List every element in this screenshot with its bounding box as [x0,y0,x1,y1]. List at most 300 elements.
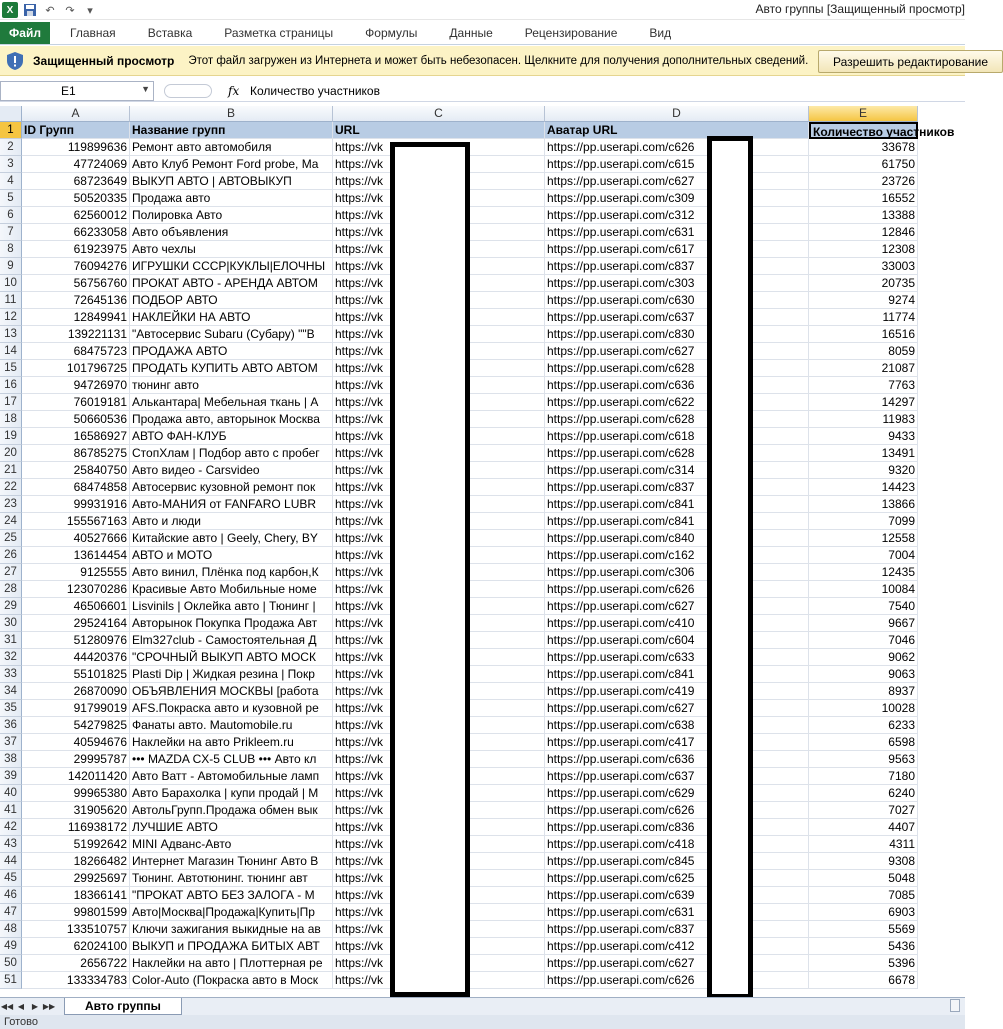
function-icon[interactable]: fx [228,84,240,98]
cell-name[interactable]: Тюнинг. Автотюнинг. тюнинг авт [130,870,333,887]
cell-url[interactable]: https://vk [333,819,545,836]
cell-count[interactable]: 4407 [809,819,918,836]
cell-id[interactable]: 133334783 [22,972,130,989]
cell-id[interactable]: 44420376 [22,649,130,666]
cell-url[interactable]: https://vk [333,887,545,904]
cell-name[interactable]: СтопХлам | Подбор авто с пробег [130,445,333,462]
cell-id[interactable]: 9125555 [22,564,130,581]
cell-count[interactable]: 7099 [809,513,918,530]
cell-id[interactable]: 94726970 [22,377,130,394]
cell-count[interactable]: 9274 [809,292,918,309]
row-header[interactable]: 51 [0,972,22,989]
row-header[interactable]: 23 [0,496,22,513]
cell-avatar[interactable]: https://pp.userapi.com/c637 [545,309,809,326]
cell-url[interactable]: https://vk [333,666,545,683]
cell-avatar[interactable]: https://pp.userapi.com/c412 [545,938,809,955]
cell-count[interactable]: 7027 [809,802,918,819]
row-header[interactable]: 41 [0,802,22,819]
cell-id[interactable]: 40527666 [22,530,130,547]
cell-url[interactable]: https://vk [333,700,545,717]
last-sheet-icon[interactable]: ▶▶ [42,1002,56,1011]
row-header[interactable]: 21 [0,462,22,479]
row-header[interactable]: 47 [0,904,22,921]
cell-id[interactable]: 142011420 [22,768,130,785]
tab-review[interactable]: Рецензирование [524,25,618,40]
cell-name[interactable]: Китайские авто | Geely, Chery, BY [130,530,333,547]
row-header[interactable]: 46 [0,887,22,904]
row-header[interactable]: 9 [0,258,22,275]
cell-url[interactable]: https://vk [333,938,545,955]
cell-count[interactable]: 33003 [809,258,918,275]
row-header[interactable]: 10 [0,275,22,292]
cell-avatar[interactable]: https://pp.userapi.com/c622 [545,394,809,411]
cell-avatar[interactable]: https://pp.userapi.com/c626 [545,802,809,819]
column-header-a[interactable]: A [22,106,130,122]
cell-count[interactable]: 20735 [809,275,918,292]
cell-avatar[interactable]: https://pp.userapi.com/c628 [545,360,809,377]
first-sheet-icon[interactable]: ◀◀ [0,1002,14,1011]
enable-editing-button[interactable]: Разрешить редактирование [818,50,1003,73]
cell-url[interactable]: https://vk [333,190,545,207]
cell-name[interactable]: ОБЪЯВЛЕНИЯ МОСКВЫ [работа [130,683,333,700]
cell-count[interactable]: 5436 [809,938,918,955]
cell-name[interactable]: АВТО ФАН-КЛУБ [130,428,333,445]
tab-data[interactable]: Данные [449,25,493,40]
cell-id[interactable]: 62024100 [22,938,130,955]
cell-avatar[interactable]: https://pp.userapi.com/c162 [545,547,809,564]
cell-id[interactable]: 91799019 [22,700,130,717]
cell-url[interactable]: https://vk [333,547,545,564]
cell-avatar[interactable]: https://pp.userapi.com/c628 [545,411,809,428]
row-header[interactable]: 35 [0,700,22,717]
row-header[interactable]: 43 [0,836,22,853]
cell-url[interactable]: https://vk [333,632,545,649]
cell-url[interactable]: https://vk [333,683,545,700]
row-header[interactable]: 11 [0,292,22,309]
cell-avatar[interactable]: https://pp.userapi.com/c615 [545,156,809,173]
row-header[interactable]: 27 [0,564,22,581]
formula-input[interactable]: Количество участников [250,84,380,98]
cell-id[interactable]: 29524164 [22,615,130,632]
cell-count[interactable]: 5048 [809,870,918,887]
cell-avatar[interactable]: https://pp.userapi.com/c627 [545,700,809,717]
row-header[interactable]: 18 [0,411,22,428]
cell-url[interactable]: https://vk [333,156,545,173]
cell-name[interactable]: Наклейки на авто Prikleem.ru [130,734,333,751]
cell-url[interactable]: https://vk [333,955,545,972]
tab-file[interactable]: Файл [0,22,50,44]
cell-id[interactable]: 86785275 [22,445,130,462]
cell-name[interactable]: Elm327club - Самостоятельная Д [130,632,333,649]
cell-count[interactable]: 9667 [809,615,918,632]
column-header-c[interactable]: C [333,106,545,122]
row-header[interactable]: 36 [0,717,22,734]
cell-id[interactable]: 47724069 [22,156,130,173]
cell-count[interactable]: 16552 [809,190,918,207]
cell-url[interactable]: https://vk [333,802,545,819]
cell-count[interactable]: 33678 [809,139,918,156]
cell-name[interactable]: Фанаты авто. Mautomobile.ru [130,717,333,734]
row-header[interactable]: 40 [0,785,22,802]
cell-url[interactable]: https://vk [333,411,545,428]
cell-name[interactable]: Ремонт авто автомобиля [130,139,333,156]
row-header[interactable]: 2 [0,139,22,156]
row-header[interactable]: 45 [0,870,22,887]
cell-id[interactable]: 76094276 [22,258,130,275]
cell-id[interactable]: 40594676 [22,734,130,751]
cell-avatar[interactable]: https://pp.userapi.com/c617 [545,241,809,258]
tab-view[interactable]: Вид [649,25,672,40]
row-header[interactable]: 22 [0,479,22,496]
cell-id[interactable]: 16586927 [22,428,130,445]
cell-name[interactable]: ИГРУШКИ СССР|КУКЛЫ|ЕЛОЧНЫ [130,258,333,275]
cell-url[interactable]: https://vk [333,921,545,938]
cell-id[interactable]: 123070286 [22,581,130,598]
cell-count[interactable]: 13388 [809,207,918,224]
protected-view-message[interactable]: Этот файл загружен из Интернета и может быть небезопасен. Щелкните для получения дополнительных сведений. [188,54,809,67]
row-header[interactable]: 19 [0,428,22,445]
row-header[interactable]: 48 [0,921,22,938]
row-header[interactable]: 31 [0,632,22,649]
cell-name[interactable]: Lisvinils | Оклейка авто | Тюнинг | [130,598,333,615]
cell-id[interactable]: 56756760 [22,275,130,292]
cell-avatar[interactable]: https://pp.userapi.com/c312 [545,207,809,224]
tab-home[interactable]: Главная [70,25,116,40]
cell-url[interactable]: https://vk [333,853,545,870]
cell-avatar[interactable]: https://pp.userapi.com/c629 [545,785,809,802]
row-header[interactable]: 8 [0,241,22,258]
tab-page-layout[interactable]: Разметка страницы [224,25,334,40]
cell-url[interactable]: https://vk [333,564,545,581]
cell-avatar[interactable]: https://pp.userapi.com/c418 [545,836,809,853]
cell-count[interactable]: 8937 [809,683,918,700]
cell-id[interactable]: 99931916 [22,496,130,513]
cell-name[interactable]: Color-Auto (Покраска авто в Моск [130,972,333,989]
cell-name[interactable]: ПОДБОР АВТО [130,292,333,309]
cell-id[interactable]: 68475723 [22,343,130,360]
cell-name[interactable]: Алькантара| Мебельная ткань | А [130,394,333,411]
cell-name[interactable]: ПРОКАТ АВТО - АРЕНДА АВТОМ [130,275,333,292]
cell-url[interactable]: https://vk [333,836,545,853]
cell-url[interactable]: https://vk [333,479,545,496]
cell-url[interactable]: https://vk [333,275,545,292]
row-header[interactable]: 29 [0,598,22,615]
cell-name[interactable]: Интернет Магазин Тюнинг Авто В [130,853,333,870]
cell-avatar[interactable]: https://pp.userapi.com/c639 [545,887,809,904]
cell-url[interactable]: https://vk [333,581,545,598]
cell-name[interactable]: Авто видео - Carsvideo [130,462,333,479]
cell-name[interactable]: ••• MAZDA CX-5 CLUB ••• Авто кл [130,751,333,768]
header-cell[interactable]: Название групп [130,122,333,139]
cell-count[interactable]: 9063 [809,666,918,683]
cell-count[interactable]: 6240 [809,785,918,802]
cell-avatar[interactable]: https://pp.userapi.com/c627 [545,955,809,972]
cell-avatar[interactable]: https://pp.userapi.com/c419 [545,683,809,700]
cell-avatar[interactable]: https://pp.userapi.com/c837 [545,921,809,938]
cell-id[interactable]: 29995787 [22,751,130,768]
row-header[interactable]: 1 [0,122,22,139]
cell-id[interactable]: 99965380 [22,785,130,802]
cell-name[interactable]: Автосервис кузовной ремонт пок [130,479,333,496]
cell-url[interactable]: https://vk [333,496,545,513]
next-sheet-icon[interactable]: ▶ [31,1002,39,1011]
cell-avatar[interactable]: https://pp.userapi.com/c830 [545,326,809,343]
cell-id[interactable]: 155567163 [22,513,130,530]
cell-count[interactable]: 10084 [809,581,918,598]
cell-avatar[interactable]: https://pp.userapi.com/c417 [545,734,809,751]
cell-url[interactable]: https://vk [333,615,545,632]
cell-count[interactable]: 10028 [809,700,918,717]
row-header[interactable]: 30 [0,615,22,632]
cell-count[interactable]: 12435 [809,564,918,581]
cell-id[interactable]: 18366141 [22,887,130,904]
cell-count[interactable]: 9563 [809,751,918,768]
cell-avatar[interactable]: https://pp.userapi.com/c836 [545,819,809,836]
cell-url[interactable]: https://vk [333,530,545,547]
cell-count[interactable]: 16516 [809,326,918,343]
row-header[interactable]: 12 [0,309,22,326]
cell-url[interactable]: https://vk [333,768,545,785]
cell-id[interactable]: 51280976 [22,632,130,649]
cell-count[interactable]: 61750 [809,156,918,173]
cell-count[interactable]: 6233 [809,717,918,734]
cell-count[interactable]: 14297 [809,394,918,411]
cell-count[interactable]: 21087 [809,360,918,377]
cell-count[interactable]: 12558 [809,530,918,547]
row-header[interactable]: 6 [0,207,22,224]
cell-id[interactable]: 76019181 [22,394,130,411]
cell-url[interactable]: https://vk [333,139,545,156]
cell-count[interactable]: 6598 [809,734,918,751]
cell-id[interactable]: 133510757 [22,921,130,938]
row-header[interactable]: 32 [0,649,22,666]
cell-url[interactable]: https://vk [333,734,545,751]
cell-url[interactable]: https://vk [333,751,545,768]
cell-avatar[interactable]: https://pp.userapi.com/c626 [545,972,809,989]
cell-name[interactable]: Авто объявления [130,224,333,241]
row-header[interactable]: 25 [0,530,22,547]
cell-count[interactable]: 9320 [809,462,918,479]
cell-avatar[interactable]: https://pp.userapi.com/c841 [545,496,809,513]
cell-url[interactable]: https://vk [333,717,545,734]
row-header[interactable]: 50 [0,955,22,972]
row-header[interactable]: 33 [0,666,22,683]
header-cell[interactable]: URL [333,122,545,139]
cell-id[interactable]: 62560012 [22,207,130,224]
cell-url[interactable]: https://vk [333,428,545,445]
cell-name[interactable]: тюнинг авто [130,377,333,394]
cell-count[interactable]: 7540 [809,598,918,615]
column-header-b[interactable]: B [130,106,333,122]
cell-id[interactable]: 13614454 [22,547,130,564]
cell-avatar[interactable]: https://pp.userapi.com/c631 [545,224,809,241]
cell-name[interactable]: Авто чехлы [130,241,333,258]
cell-name[interactable]: Plasti Dip | Жидкая резина | Покр [130,666,333,683]
cell-name[interactable]: Полировка Авто [130,207,333,224]
cell-url[interactable]: https://vk [333,207,545,224]
cell-name[interactable]: Авто Барахолка | купи продай | М [130,785,333,802]
cell-id[interactable]: 12849941 [22,309,130,326]
row-header[interactable]: 14 [0,343,22,360]
cell-avatar[interactable]: https://pp.userapi.com/c306 [545,564,809,581]
cell-name[interactable]: MINI Адванс-Авто [130,836,333,853]
cell-id[interactable]: 116938172 [22,819,130,836]
cell-url[interactable]: https://vk [333,598,545,615]
cell-avatar[interactable]: https://pp.userapi.com/c618 [545,428,809,445]
cell-id[interactable]: 66233058 [22,224,130,241]
cell-id[interactable]: 61923975 [22,241,130,258]
cell-avatar[interactable]: https://pp.userapi.com/c303 [545,275,809,292]
cell-id[interactable]: 50660536 [22,411,130,428]
column-header-d[interactable]: D [545,106,809,122]
cell-avatar[interactable]: https://pp.userapi.com/c841 [545,513,809,530]
cell-url[interactable]: https://vk [333,343,545,360]
cell-name[interactable]: Наклейки на авто | Плоттерная ре [130,955,333,972]
row-header[interactable]: 15 [0,360,22,377]
cell-url[interactable]: https://vk [333,224,545,241]
cell-url[interactable]: https://vk [333,445,545,462]
cell-url[interactable]: https://vk [333,173,545,190]
header-cell[interactable]: ID Групп [22,122,130,139]
name-box[interactable] [0,81,154,101]
tab-insert[interactable]: Вставка [147,25,193,40]
cell-id[interactable]: 119899636 [22,139,130,156]
row-header[interactable]: 4 [0,173,22,190]
cell-id[interactable]: 72645136 [22,292,130,309]
prev-sheet-icon[interactable]: ◀ [17,1002,25,1011]
cell-name[interactable]: Авторынок Покупка Продажа Авт [130,615,333,632]
cell-count[interactable]: 8059 [809,343,918,360]
cell-name[interactable]: Продажа авто [130,190,333,207]
select-all-corner[interactable] [0,106,22,122]
cell-name[interactable]: ПРОДАТЬ КУПИТЬ АВТО АВТОМ [130,360,333,377]
cell-name[interactable]: AFS.Покраска авто и кузовной ре [130,700,333,717]
cell-avatar[interactable]: https://pp.userapi.com/c845 [545,853,809,870]
cell-id[interactable]: 18266482 [22,853,130,870]
cell-name[interactable]: Ключи зажигания выкидные на ав [130,921,333,938]
cell-name[interactable]: "ПРОКАТ АВТО БЕЗ ЗАЛОГА - М [130,887,333,904]
cell-url[interactable]: https://vk [333,972,545,989]
cell-avatar[interactable]: https://pp.userapi.com/c625 [545,870,809,887]
cell-count[interactable]: 7046 [809,632,918,649]
header-cell[interactable]: Количество участников [809,122,918,139]
cell-count[interactable]: 7180 [809,768,918,785]
cell-name[interactable]: Красивые Авто Мобильные номе [130,581,333,598]
cell-name[interactable]: Авто-МАНИЯ от FANFARO LUBR [130,496,333,513]
cell-avatar[interactable]: https://pp.userapi.com/c840 [545,530,809,547]
cell-count[interactable]: 14423 [809,479,918,496]
cell-count[interactable]: 12846 [809,224,918,241]
cell-id[interactable]: 68474858 [22,479,130,496]
row-header[interactable]: 42 [0,819,22,836]
tab-formulas[interactable]: Формулы [365,25,418,40]
cell-id[interactable]: 31905620 [22,802,130,819]
cell-url[interactable]: https://vk [333,394,545,411]
cell-id[interactable]: 26870090 [22,683,130,700]
cell-count[interactable]: 9433 [809,428,918,445]
save-icon[interactable] [22,2,38,18]
cell-id[interactable]: 55101825 [22,666,130,683]
cell-url[interactable]: https://vk [333,241,545,258]
row-header[interactable]: 17 [0,394,22,411]
cell-url[interactable]: https://vk [333,870,545,887]
column-header-e[interactable]: E [809,106,918,122]
row-header[interactable]: 28 [0,581,22,598]
cell-url[interactable]: https://vk [333,649,545,666]
cell-count[interactable]: 9308 [809,853,918,870]
cell-avatar[interactable]: https://pp.userapi.com/c627 [545,598,809,615]
cell-name[interactable]: ПРОДАЖА АВТО [130,343,333,360]
cell-name[interactable]: ВЫКУП и ПРОДАЖА БИТЫХ АВТ [130,938,333,955]
cell-avatar[interactable]: https://pp.userapi.com/c626 [545,139,809,156]
cell-avatar[interactable]: https://pp.userapi.com/c837 [545,258,809,275]
redo-icon[interactable]: ↷ [65,4,75,17]
cell-count[interactable]: 7004 [809,547,918,564]
row-header[interactable]: 26 [0,547,22,564]
cell-count[interactable]: 5396 [809,955,918,972]
customize-toolbar-icon[interactable]: ▾ [87,4,93,17]
row-header[interactable]: 38 [0,751,22,768]
cell-avatar[interactable]: https://pp.userapi.com/c631 [545,904,809,921]
cell-url[interactable]: https://vk [333,785,545,802]
row-header[interactable]: 49 [0,938,22,955]
row-header[interactable]: 16 [0,377,22,394]
cell-url[interactable]: https://vk [333,258,545,275]
cell-avatar[interactable]: https://pp.userapi.com/c636 [545,377,809,394]
row-header[interactable]: 20 [0,445,22,462]
cell-count[interactable]: 9062 [809,649,918,666]
cell-name[interactable]: ЛУЧШИЕ АВТО [130,819,333,836]
cell-id[interactable]: 51992642 [22,836,130,853]
cell-count[interactable]: 23726 [809,173,918,190]
cell-count[interactable]: 13491 [809,445,918,462]
cell-id[interactable]: 46506601 [22,598,130,615]
row-header[interactable]: 34 [0,683,22,700]
cell-url[interactable]: https://vk [333,292,545,309]
cell-avatar[interactable]: https://pp.userapi.com/c410 [545,615,809,632]
cell-avatar[interactable]: https://pp.userapi.com/c626 [545,581,809,598]
cell-avatar[interactable]: https://pp.userapi.com/c630 [545,292,809,309]
cell-name[interactable]: Авто|Москва|Продажа|Купить|Пр [130,904,333,921]
cell-name[interactable]: "Автосервис Subaru (Субару) ""В [130,326,333,343]
cell-url[interactable]: https://vk [333,309,545,326]
cell-url[interactable]: https://vk [333,904,545,921]
cell-count[interactable]: 11774 [809,309,918,326]
cell-count[interactable]: 5569 [809,921,918,938]
cell-avatar[interactable]: https://pp.userapi.com/c636 [545,751,809,768]
cell-avatar[interactable]: https://pp.userapi.com/c633 [545,649,809,666]
cell-count[interactable]: 4311 [809,836,918,853]
cell-count[interactable]: 12308 [809,241,918,258]
cell-avatar[interactable]: https://pp.userapi.com/c841 [545,666,809,683]
cell-id[interactable]: 54279825 [22,717,130,734]
row-header[interactable]: 13 [0,326,22,343]
row-header[interactable]: 5 [0,190,22,207]
cell-avatar[interactable]: https://pp.userapi.com/c604 [545,632,809,649]
cell-name[interactable]: Авто винил, Плёнка под карбон,К [130,564,333,581]
cell-count[interactable]: 6678 [809,972,918,989]
cell-id[interactable]: 101796725 [22,360,130,377]
cell-count[interactable]: 7085 [809,887,918,904]
undo-icon[interactable]: ↶ [45,4,55,17]
cell-name[interactable]: Авто Клуб Ремонт Ford probe, Ma [130,156,333,173]
cell-url[interactable]: https://vk [333,326,545,343]
cell-name[interactable]: Продажа авто, авторынок Москва [130,411,333,428]
cell-id[interactable]: 25840750 [22,462,130,479]
chevron-down-icon[interactable]: ▼ [141,83,150,94]
cell-avatar[interactable]: https://pp.userapi.com/c637 [545,768,809,785]
cell-avatar[interactable]: https://pp.userapi.com/c638 [545,717,809,734]
